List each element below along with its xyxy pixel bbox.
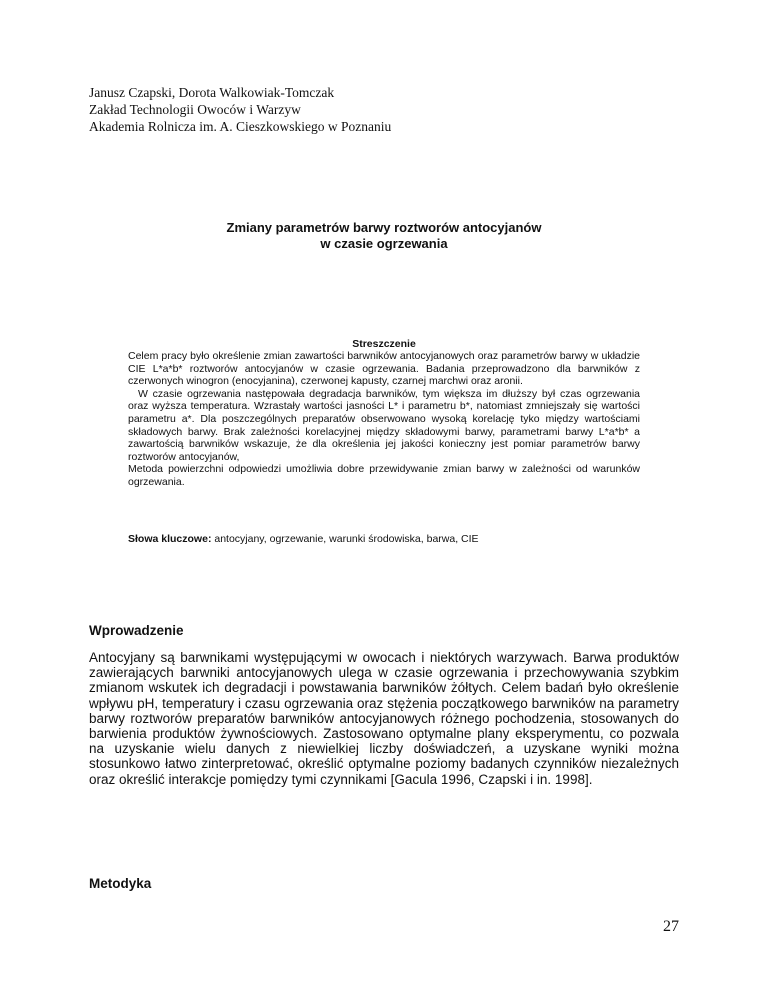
introduction-heading: Wprowadzenie	[89, 623, 184, 638]
abstract-body	[128, 350, 640, 489]
paper-title-line-2: w czasie ogrzewania	[320, 236, 448, 251]
abstract-paragraph-2: W czasie ogrzewania następowała degradacja barwników, tym większa im dłuższy był czas ogrzewania oraz wyższa temperatura. Wzrastały wartości jasności L* i parametru b*, natomiast zmniejszały się wartości parametru a*. Dla poszczególnych preparatów obserwowano wysoką korelację tyko między wartościami składowych barwy. Brak zależności korelacyjnej między składowymi barwy, parametrami barwy L*a*b* a zawartością barwników wskazuje, że dla określenia jej jakości konieczny jest pomiar parametrów barwy roztworów antocyjanów,	[128, 387, 640, 463]
paper-title	[140, 220, 628, 252]
author-block	[89, 84, 391, 135]
author-names: Janusz Czapski, Dorota Walkowiak-Tomczak	[89, 85, 335, 100]
keywords-label: Słowa kluczowe:	[128, 533, 212, 545]
abstract-heading: Streszczenie	[352, 338, 416, 350]
keywords-text: antocyjany, ogrzewanie, warunki środowiska, barwa, CIE	[214, 533, 479, 545]
paper-title-line-1: Zmiany parametrów barwy roztworów antocyjanów	[226, 220, 542, 235]
introduction-paragraph: Antocyjany są barwnikami występującymi w owocach i niektórych warzywach. Barwa produktów zawierających barwniki antocyjanowych ulega w czasie ogrzewania i przechowywania szybkim zmianom wskutek ich degradacji i powstawania barwników żółtych. Celem badań było określenie wpływu pH, temperatury i czasu ogrzewania oraz stężenia początkowego barwników na parametry barwy roztworów preparatów barwników antocyjanowych różnego pochodzenia, stosowanych do barwienia produktów żywnościowych. Zastosowano optymalne plany eksperymentu, co pozwala na uzyskanie wielu danych z niewielkiej liczby doświadczeń, a uzyskane wyniki można stosunkowo łatwo zinterpretować, określić optymalne poziomy badanych czynników niezależnych oraz określić interakcje pomiędzy tymi czynnikami [Gacula 1996, Czapski i in. 1998].	[89, 650, 679, 787]
introduction-body	[89, 650, 679, 787]
abstract-paragraph-1: Celem pracy było określenie zmian zawartości barwników antocyjanowych oraz parametrów barwy w układzie CIE L*a*b* roztworów antocyjanów w czasie ogrzewania. Badania przeprowadzono dla barwników z czerwonych winogron (enocyjanina), czerwonej kapusty, czarnej marchwi oraz aronii.	[128, 350, 640, 388]
keywords-line	[128, 533, 688, 545]
page-number: 27	[663, 918, 679, 935]
methods-heading: Metodyka	[89, 876, 152, 891]
abstract-paragraph-3: Metoda powierzchni odpowiedzi umożliwia dobre przewidywanie zmian barwy w zależności od warunków ogrzewania.	[128, 463, 640, 488]
author-institution: Akademia Rolnicza im. A. Cieszkowskiego w Poznaniu	[89, 119, 392, 134]
author-department: Zakład Technologii Owoców i Warzyw	[89, 102, 301, 117]
